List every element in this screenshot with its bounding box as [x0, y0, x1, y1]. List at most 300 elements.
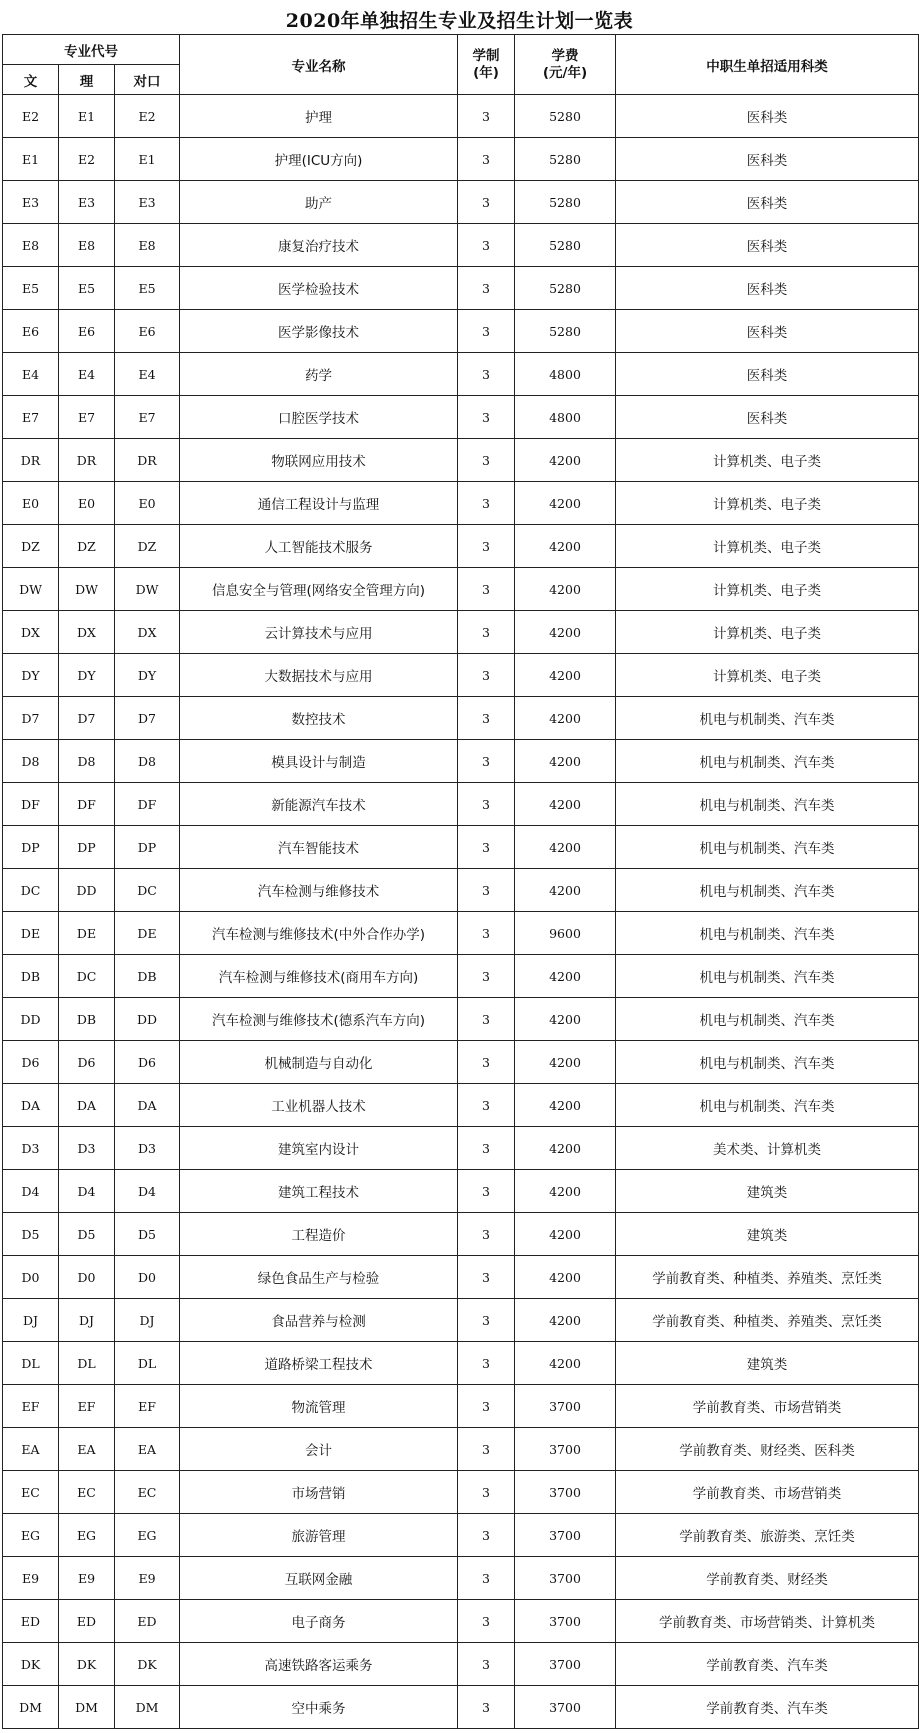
cell-category: 医科类 — [616, 181, 919, 224]
cell-category: 机电与机制类、汽车类 — [616, 1084, 919, 1127]
cell-code-li: DC — [59, 955, 115, 998]
cell-code-duikou: DR — [115, 439, 180, 482]
cell-years: 3 — [458, 353, 515, 396]
table-row — [3, 396, 919, 439]
cell-code-wen: EA — [3, 1428, 59, 1471]
cell-major-name: 云计算技术与应用 — [180, 611, 458, 654]
cell-category: 机电与机制类、汽车类 — [616, 869, 919, 912]
cell-code-wen: DB — [3, 955, 59, 998]
cell-category: 机电与机制类、汽车类 — [616, 955, 919, 998]
cell-code-li: E1 — [59, 95, 115, 138]
cell-code-duikou: D8 — [115, 740, 180, 783]
cell-major-name: 信息安全与管理(网络安全管理方向) — [180, 568, 458, 611]
cell-years: 3 — [458, 224, 515, 267]
table-row — [3, 1471, 919, 1514]
cell-code-li: DW — [59, 568, 115, 611]
cell-code-li: E0 — [59, 482, 115, 525]
table-row — [3, 525, 919, 568]
cell-fee: 3700 — [515, 1557, 616, 1600]
header-major-name: 专业名称 — [180, 35, 458, 95]
header-fee-label: 学费 — [551, 47, 579, 64]
cell-code-li: D6 — [59, 1041, 115, 1084]
cell-code-li: D0 — [59, 1256, 115, 1299]
cell-code-li: D4 — [59, 1170, 115, 1213]
cell-code-wen: E5 — [3, 267, 59, 310]
cell-fee: 5280 — [515, 310, 616, 353]
cell-code-wen: E1 — [3, 138, 59, 181]
cell-fee: 3700 — [515, 1600, 616, 1643]
cell-code-duikou: E7 — [115, 396, 180, 439]
cell-code-wen: D8 — [3, 740, 59, 783]
cell-code-wen: DW — [3, 568, 59, 611]
cell-major-name: 护理(ICU方向) — [180, 138, 458, 181]
cell-major-name: 互联网金融 — [180, 1557, 458, 1600]
table-row — [3, 740, 919, 783]
cell-years: 3 — [458, 95, 515, 138]
cell-code-li: DF — [59, 783, 115, 826]
cell-fee: 4200 — [515, 1084, 616, 1127]
table-row — [3, 1299, 919, 1342]
cell-code-wen: DA — [3, 1084, 59, 1127]
cell-code-wen: DX — [3, 611, 59, 654]
cell-code-wen: DL — [3, 1342, 59, 1385]
cell-code-wen: D6 — [3, 1041, 59, 1084]
cell-fee: 4200 — [515, 1342, 616, 1385]
cell-major-name: 市场营销 — [180, 1471, 458, 1514]
table-row — [3, 1385, 919, 1428]
cell-code-duikou: ED — [115, 1600, 180, 1643]
cell-major-name: 汽车检测与维修技术(德系汽车方向) — [180, 998, 458, 1041]
cell-major-name: 汽车智能技术 — [180, 826, 458, 869]
table-row — [3, 138, 919, 181]
cell-code-duikou: DX — [115, 611, 180, 654]
cell-code-wen: D7 — [3, 697, 59, 740]
cell-code-duikou: E4 — [115, 353, 180, 396]
cell-category: 建筑类 — [616, 1213, 919, 1256]
cell-code-wen: E7 — [3, 396, 59, 439]
cell-category: 计算机类、电子类 — [616, 482, 919, 525]
cell-years: 3 — [458, 654, 515, 697]
cell-code-wen: D3 — [3, 1127, 59, 1170]
table-row — [3, 654, 919, 697]
cell-years: 3 — [458, 1299, 515, 1342]
cell-major-name: 模具设计与制造 — [180, 740, 458, 783]
cell-code-li: DE — [59, 912, 115, 955]
cell-code-duikou: E1 — [115, 138, 180, 181]
table-row — [3, 1686, 919, 1729]
cell-code-duikou: EC — [115, 1471, 180, 1514]
cell-category: 计算机类、电子类 — [616, 439, 919, 482]
cell-code-duikou: E2 — [115, 95, 180, 138]
cell-code-li: E4 — [59, 353, 115, 396]
cell-fee: 5280 — [515, 181, 616, 224]
cell-code-duikou: DB — [115, 955, 180, 998]
cell-years: 3 — [458, 1428, 515, 1471]
cell-code-wen: D4 — [3, 1170, 59, 1213]
cell-years: 3 — [458, 697, 515, 740]
cell-code-duikou: DW — [115, 568, 180, 611]
cell-category: 医科类 — [616, 310, 919, 353]
cell-code-wen: DP — [3, 826, 59, 869]
cell-code-li: EG — [59, 1514, 115, 1557]
cell-code-li: D8 — [59, 740, 115, 783]
cell-years: 3 — [458, 439, 515, 482]
table-row — [3, 783, 919, 826]
cell-category: 建筑类 — [616, 1342, 919, 1385]
cell-category: 医科类 — [616, 353, 919, 396]
cell-code-duikou: DY — [115, 654, 180, 697]
cell-fee: 4200 — [515, 1256, 616, 1299]
cell-code-li: DX — [59, 611, 115, 654]
cell-category: 学前教育类、旅游类、烹饪类 — [616, 1514, 919, 1557]
cell-code-wen: E9 — [3, 1557, 59, 1600]
cell-years: 3 — [458, 1342, 515, 1385]
header-wen: 文 — [3, 65, 59, 95]
cell-years: 3 — [458, 568, 515, 611]
table-row — [3, 482, 919, 525]
cell-code-li: EC — [59, 1471, 115, 1514]
cell-code-duikou: D3 — [115, 1127, 180, 1170]
cell-code-li: DM — [59, 1686, 115, 1729]
cell-code-duikou: E5 — [115, 267, 180, 310]
cell-years: 3 — [458, 611, 515, 654]
cell-years: 3 — [458, 267, 515, 310]
table-row — [3, 1170, 919, 1213]
cell-fee: 5280 — [515, 95, 616, 138]
table-row — [3, 869, 919, 912]
cell-years: 3 — [458, 1170, 515, 1213]
cell-fee: 4200 — [515, 740, 616, 783]
cell-years: 3 — [458, 1514, 515, 1557]
cell-years: 3 — [458, 1557, 515, 1600]
cell-fee: 9600 — [515, 912, 616, 955]
table-row — [3, 1557, 919, 1600]
header-fee-unit: (元/年) — [542, 64, 588, 81]
cell-category: 机电与机制类、汽车类 — [616, 740, 919, 783]
table-row — [3, 224, 919, 267]
table-row — [3, 826, 919, 869]
cell-major-name: 汽车检测与维修技术 — [180, 869, 458, 912]
cell-years: 3 — [458, 955, 515, 998]
header-years-unit: (年) — [473, 64, 499, 81]
cell-code-li: E7 — [59, 396, 115, 439]
cell-fee: 4200 — [515, 869, 616, 912]
cell-code-duikou: E6 — [115, 310, 180, 353]
cell-code-wen: DD — [3, 998, 59, 1041]
cell-major-name: 食品营养与检测 — [180, 1299, 458, 1342]
cell-years: 3 — [458, 310, 515, 353]
cell-fee: 4200 — [515, 955, 616, 998]
table-row — [3, 1342, 919, 1385]
cell-major-name: 数控技术 — [180, 697, 458, 740]
cell-years: 3 — [458, 826, 515, 869]
cell-code-duikou: DA — [115, 1084, 180, 1127]
cell-fee: 4200 — [515, 568, 616, 611]
table-row — [3, 1256, 919, 1299]
cell-code-duikou: E9 — [115, 1557, 180, 1600]
table-row — [3, 697, 919, 740]
cell-category: 计算机类、电子类 — [616, 611, 919, 654]
cell-fee: 4200 — [515, 826, 616, 869]
table-row — [3, 267, 919, 310]
table-body — [3, 95, 919, 1729]
cell-fee: 4800 — [515, 353, 616, 396]
header-duikou: 对口 — [115, 65, 180, 95]
cell-major-name: 通信工程设计与监理 — [180, 482, 458, 525]
cell-years: 3 — [458, 1256, 515, 1299]
table-row — [3, 568, 919, 611]
cell-fee: 5280 — [515, 138, 616, 181]
cell-code-li: DD — [59, 869, 115, 912]
cell-code-duikou: DJ — [115, 1299, 180, 1342]
table-row — [3, 611, 919, 654]
cell-category: 学前教育类、市场营销类 — [616, 1385, 919, 1428]
table-row — [3, 955, 919, 998]
cell-code-wen: D0 — [3, 1256, 59, 1299]
cell-category: 美术类、计算机类 — [616, 1127, 919, 1170]
cell-code-li: DY — [59, 654, 115, 697]
cell-code-duikou: D4 — [115, 1170, 180, 1213]
cell-category: 计算机类、电子类 — [616, 525, 919, 568]
cell-major-name: 汽车检测与维修技术(商用车方向) — [180, 955, 458, 998]
cell-code-wen: DM — [3, 1686, 59, 1729]
cell-years: 3 — [458, 783, 515, 826]
cell-fee: 3700 — [515, 1643, 616, 1686]
cell-fee: 3700 — [515, 1686, 616, 1729]
cell-major-name: 物联网应用技术 — [180, 439, 458, 482]
cell-category: 学前教育类、种植类、养殖类、烹饪类 — [616, 1256, 919, 1299]
cell-code-li: E9 — [59, 1557, 115, 1600]
cell-fee: 4200 — [515, 654, 616, 697]
cell-code-li: DK — [59, 1643, 115, 1686]
cell-code-li: DA — [59, 1084, 115, 1127]
cell-code-wen: E3 — [3, 181, 59, 224]
cell-fee: 5280 — [515, 224, 616, 267]
table-row — [3, 1643, 919, 1686]
cell-code-wen: E2 — [3, 95, 59, 138]
cell-fee: 4200 — [515, 1127, 616, 1170]
cell-code-li: ED — [59, 1600, 115, 1643]
cell-code-wen: E8 — [3, 224, 59, 267]
cell-category: 医科类 — [616, 95, 919, 138]
cell-code-duikou: E8 — [115, 224, 180, 267]
cell-fee: 4200 — [515, 439, 616, 482]
table-row — [3, 998, 919, 1041]
cell-fee: 4200 — [515, 1299, 616, 1342]
cell-code-wen: EG — [3, 1514, 59, 1557]
cell-category: 机电与机制类、汽车类 — [616, 783, 919, 826]
cell-category: 机电与机制类、汽车类 — [616, 1041, 919, 1084]
cell-code-duikou: D7 — [115, 697, 180, 740]
cell-code-li: DP — [59, 826, 115, 869]
table-row — [3, 1600, 919, 1643]
cell-fee: 4200 — [515, 482, 616, 525]
cell-fee: 4800 — [515, 396, 616, 439]
cell-code-wen: ED — [3, 1600, 59, 1643]
cell-code-wen: EF — [3, 1385, 59, 1428]
cell-major-name: 药学 — [180, 353, 458, 396]
cell-fee: 3700 — [515, 1514, 616, 1557]
cell-fee: 4200 — [515, 998, 616, 1041]
cell-code-duikou: DM — [115, 1686, 180, 1729]
cell-major-name: 人工智能技术服务 — [180, 525, 458, 568]
header-code-group: 专业代号 — [3, 35, 180, 65]
cell-category: 学前教育类、种植类、养殖类、烹饪类 — [616, 1299, 919, 1342]
cell-years: 3 — [458, 1041, 515, 1084]
cell-code-wen: DJ — [3, 1299, 59, 1342]
cell-major-name: 助产 — [180, 181, 458, 224]
cell-major-name: 建筑工程技术 — [180, 1170, 458, 1213]
cell-major-name: 医学检验技术 — [180, 267, 458, 310]
cell-fee: 4200 — [515, 1170, 616, 1213]
table-row — [3, 439, 919, 482]
cell-category: 医科类 — [616, 138, 919, 181]
cell-major-name: 口腔医学技术 — [180, 396, 458, 439]
cell-code-wen: EC — [3, 1471, 59, 1514]
cell-category: 机电与机制类、汽车类 — [616, 826, 919, 869]
cell-code-li: DZ — [59, 525, 115, 568]
cell-major-name: 工程造价 — [180, 1213, 458, 1256]
cell-category: 计算机类、电子类 — [616, 654, 919, 697]
cell-code-wen: DZ — [3, 525, 59, 568]
cell-major-name: 新能源汽车技术 — [180, 783, 458, 826]
cell-fee: 4200 — [515, 697, 616, 740]
cell-major-name: 绿色食品生产与检验 — [180, 1256, 458, 1299]
table-row — [3, 1084, 919, 1127]
cell-code-duikou: D6 — [115, 1041, 180, 1084]
cell-code-duikou: DK — [115, 1643, 180, 1686]
table-row — [3, 310, 919, 353]
page-title: 2020年单独招生专业及招生计划一览表 — [285, 10, 634, 32]
cell-major-name: 大数据技术与应用 — [180, 654, 458, 697]
table-row — [3, 1514, 919, 1557]
cell-fee: 4200 — [515, 611, 616, 654]
cell-code-wen: E0 — [3, 482, 59, 525]
cell-years: 3 — [458, 525, 515, 568]
cell-years: 3 — [458, 1471, 515, 1514]
cell-code-duikou: DZ — [115, 525, 180, 568]
cell-years: 3 — [458, 1127, 515, 1170]
enrollment-table — [2, 34, 919, 1729]
cell-category: 医科类 — [616, 224, 919, 267]
cell-code-li: DB — [59, 998, 115, 1041]
cell-category: 学前教育类、市场营销类 — [616, 1471, 919, 1514]
table-row — [3, 1213, 919, 1256]
cell-years: 3 — [458, 998, 515, 1041]
header-years — [458, 35, 515, 95]
cell-code-wen: DE — [3, 912, 59, 955]
cell-major-name: 空中乘务 — [180, 1686, 458, 1729]
cell-code-duikou: DC — [115, 869, 180, 912]
cell-code-wen: DR — [3, 439, 59, 482]
cell-category: 机电与机制类、汽车类 — [616, 697, 919, 740]
header-fee — [515, 35, 616, 95]
cell-code-wen: DY — [3, 654, 59, 697]
cell-years: 3 — [458, 1213, 515, 1256]
cell-code-duikou: E3 — [115, 181, 180, 224]
cell-code-duikou: EA — [115, 1428, 180, 1471]
cell-code-duikou: DF — [115, 783, 180, 826]
cell-code-li: DR — [59, 439, 115, 482]
cell-code-li: E3 — [59, 181, 115, 224]
cell-code-wen: DC — [3, 869, 59, 912]
cell-code-wen: D5 — [3, 1213, 59, 1256]
cell-major-name: 护理 — [180, 95, 458, 138]
table-row — [3, 181, 919, 224]
cell-years: 3 — [458, 396, 515, 439]
cell-major-name: 旅游管理 — [180, 1514, 458, 1557]
cell-code-duikou: EF — [115, 1385, 180, 1428]
table-row — [3, 1428, 919, 1471]
cell-years: 3 — [458, 1600, 515, 1643]
cell-code-li: D7 — [59, 697, 115, 740]
cell-fee: 3700 — [515, 1385, 616, 1428]
cell-code-wen: DK — [3, 1643, 59, 1686]
cell-category: 建筑类 — [616, 1170, 919, 1213]
table-row — [3, 95, 919, 138]
cell-fee: 4200 — [515, 525, 616, 568]
cell-years: 3 — [458, 138, 515, 181]
cell-category: 医科类 — [616, 396, 919, 439]
cell-years: 3 — [458, 1643, 515, 1686]
cell-major-name: 物流管理 — [180, 1385, 458, 1428]
cell-category: 机电与机制类、汽车类 — [616, 912, 919, 955]
cell-code-li: E8 — [59, 224, 115, 267]
header-li: 理 — [59, 65, 115, 95]
cell-category: 学前教育类、市场营销类、计算机类 — [616, 1600, 919, 1643]
table-row — [3, 353, 919, 396]
cell-years: 3 — [458, 912, 515, 955]
cell-major-name: 道路桥梁工程技术 — [180, 1342, 458, 1385]
cell-code-duikou: D0 — [115, 1256, 180, 1299]
cell-fee: 4200 — [515, 1213, 616, 1256]
cell-major-name: 汽车检测与维修技术(中外合作办学) — [180, 912, 458, 955]
cell-major-name: 工业机器人技术 — [180, 1084, 458, 1127]
cell-code-li: E2 — [59, 138, 115, 181]
cell-major-name: 医学影像技术 — [180, 310, 458, 353]
cell-code-li: EF — [59, 1385, 115, 1428]
cell-code-duikou: DP — [115, 826, 180, 869]
cell-code-duikou: D5 — [115, 1213, 180, 1256]
header-years-label: 学制 — [472, 47, 500, 64]
cell-category: 计算机类、电子类 — [616, 568, 919, 611]
cell-major-name: 机械制造与自动化 — [180, 1041, 458, 1084]
cell-years: 3 — [458, 181, 515, 224]
cell-category: 学前教育类、财经类、医科类 — [616, 1428, 919, 1471]
cell-category: 机电与机制类、汽车类 — [616, 998, 919, 1041]
cell-code-li: E6 — [59, 310, 115, 353]
cell-fee: 4200 — [515, 1041, 616, 1084]
table-row — [3, 1041, 919, 1084]
cell-code-li: E5 — [59, 267, 115, 310]
cell-years: 3 — [458, 482, 515, 525]
cell-years: 3 — [458, 1686, 515, 1729]
cell-category: 学前教育类、汽车类 — [616, 1686, 919, 1729]
cell-code-duikou: DL — [115, 1342, 180, 1385]
cell-code-duikou: E0 — [115, 482, 180, 525]
cell-category: 学前教育类、汽车类 — [616, 1643, 919, 1686]
cell-major-name: 建筑室内设计 — [180, 1127, 458, 1170]
cell-years: 3 — [458, 1084, 515, 1127]
cell-category: 学前教育类、财经类 — [616, 1557, 919, 1600]
cell-major-name: 高速铁路客运乘务 — [180, 1643, 458, 1686]
cell-code-li: DL — [59, 1342, 115, 1385]
cell-major-name: 会计 — [180, 1428, 458, 1471]
cell-major-name: 康复治疗技术 — [180, 224, 458, 267]
cell-fee: 4200 — [515, 783, 616, 826]
cell-years: 3 — [458, 740, 515, 783]
cell-major-name: 电子商务 — [180, 1600, 458, 1643]
